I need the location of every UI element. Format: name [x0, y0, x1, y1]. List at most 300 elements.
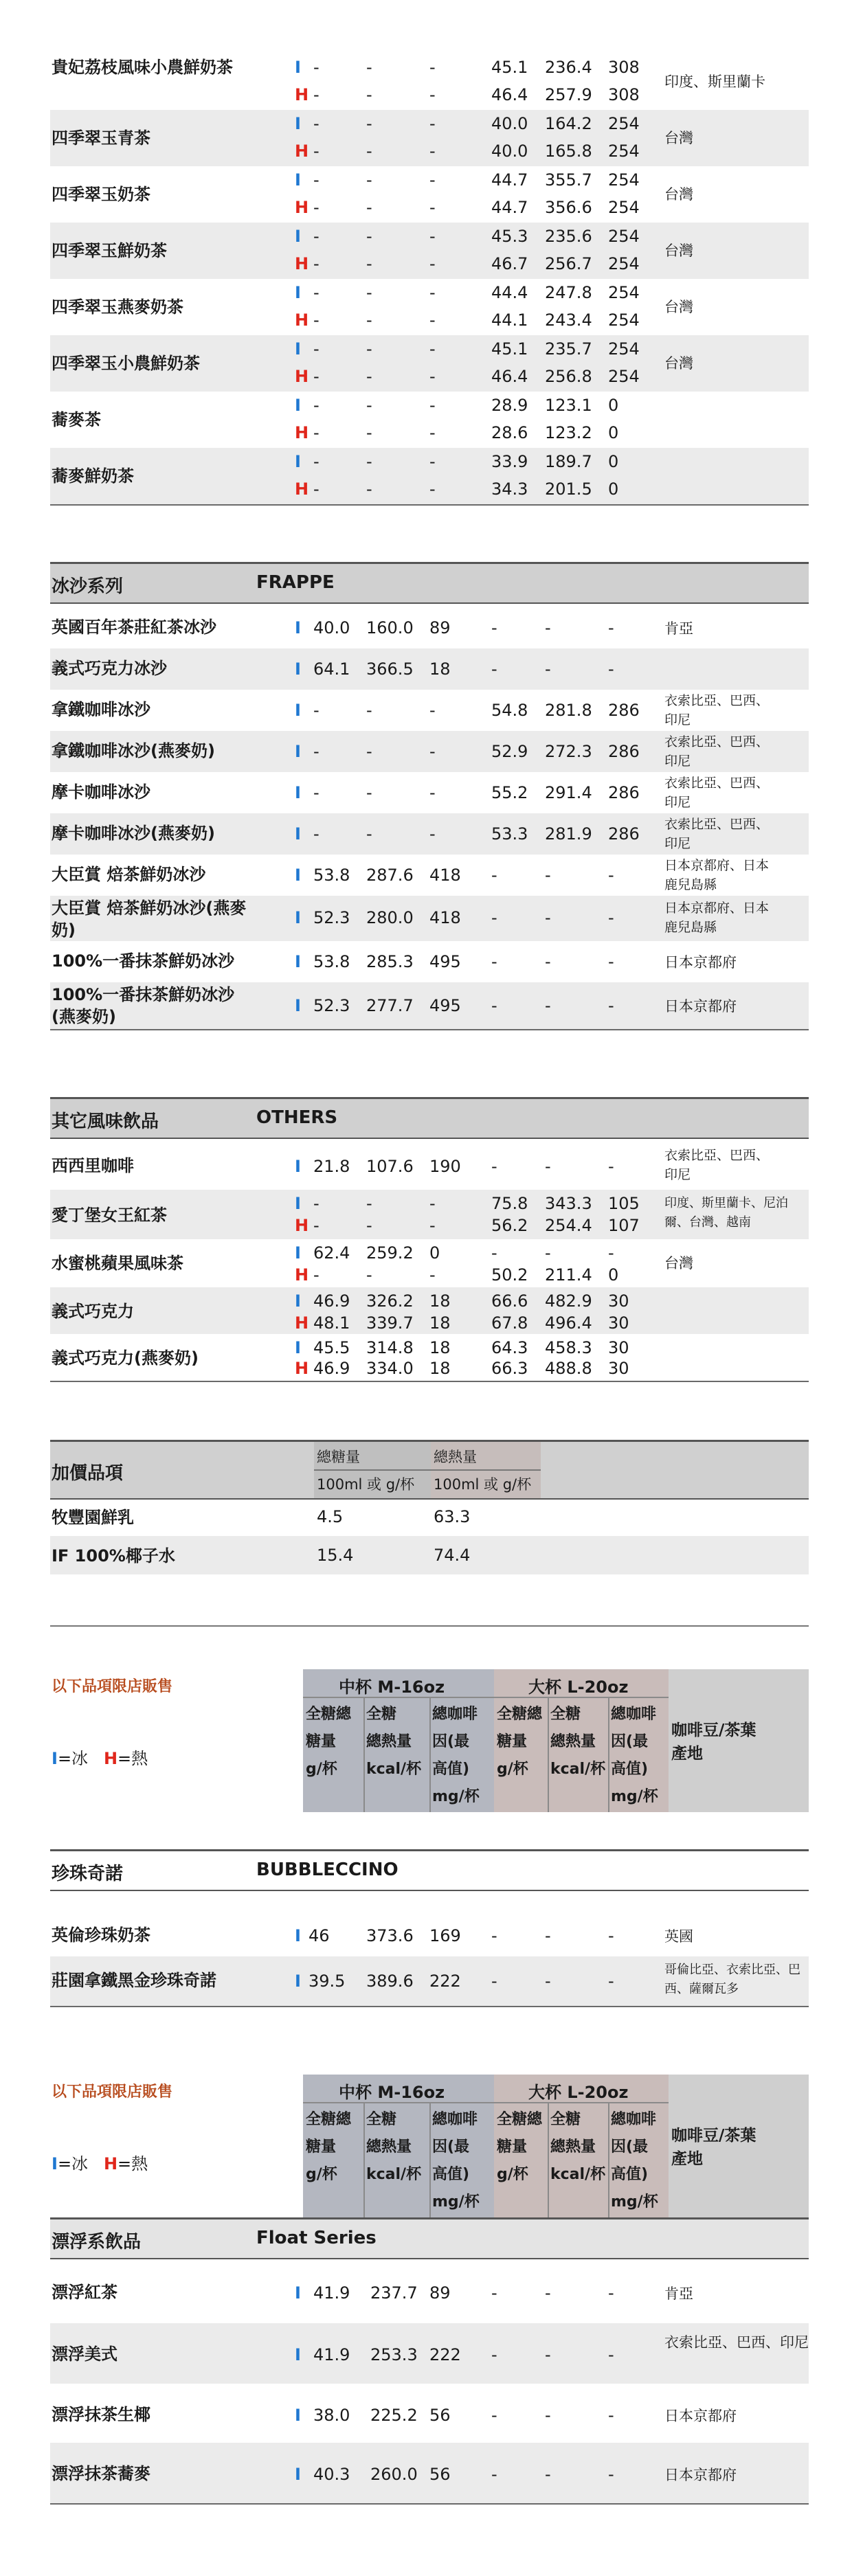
cell: 496.4 — [545, 1313, 592, 1333]
cell: 53.8 — [313, 866, 350, 885]
cell: 164.2 — [545, 114, 592, 133]
cell: - — [366, 783, 372, 802]
section-title-zh: 冰沙系列 — [52, 576, 124, 597]
cell: - — [429, 783, 436, 802]
col-line: 高值) — [611, 1761, 649, 1778]
cell: - — [491, 2283, 497, 2303]
col-line: 咖啡豆/茶葉 — [671, 2127, 756, 2145]
medium-cup-title: 中杯 M-16oz — [339, 2083, 445, 2102]
cell: - — [545, 2345, 551, 2364]
hot-marker: H — [295, 198, 309, 217]
cell: - — [366, 170, 372, 190]
hot-marker: H — [295, 423, 309, 442]
cell: 280.0 — [366, 908, 414, 927]
section-header-float — [50, 2217, 809, 2259]
cell: - — [545, 996, 551, 1015]
iced-marker: I — [295, 2406, 301, 2425]
iced-marker: I — [295, 659, 301, 679]
cell: - — [313, 254, 320, 273]
col-line: 糖量 — [306, 2138, 337, 2156]
origin: 衣索比亞、巴西、印尼 — [664, 1148, 770, 1182]
cell: 18 — [429, 1359, 451, 1378]
cell: 0 — [608, 423, 619, 442]
cell: 123.2 — [545, 423, 592, 442]
cell: 190 — [429, 1157, 461, 1176]
iced-marker: I — [295, 866, 301, 885]
tea-group — [50, 52, 809, 506]
legend-iced-text: =冰 — [57, 1749, 89, 1768]
cell: - — [366, 742, 372, 761]
origin: 日本京都府、日本鹿兒島縣 — [664, 901, 770, 935]
table-row — [50, 335, 809, 392]
cell: - — [429, 1216, 436, 1235]
iced-marker: I — [295, 1926, 301, 1945]
cell: 211.4 — [545, 1265, 592, 1285]
hot-marker: H — [295, 367, 309, 386]
cell: 237.7 — [370, 2283, 418, 2303]
col-line: 糖量 — [497, 2138, 528, 2156]
iced-marker: I — [295, 1157, 301, 1176]
col-line: g/杯 — [497, 2166, 528, 2183]
cell: 286 — [608, 701, 640, 720]
cell: 285.3 — [366, 952, 414, 971]
cell: - — [366, 283, 372, 302]
product-name: 英倫珍珠奶茶 — [52, 1925, 150, 1945]
cell: 63.3 — [434, 1507, 471, 1526]
sugar-column — [497, 2106, 542, 2189]
cell: - — [366, 114, 372, 133]
cell: 254 — [608, 170, 640, 190]
cell: - — [429, 339, 436, 359]
cell: 495 — [429, 996, 461, 1015]
cell: - — [366, 1194, 372, 1213]
cell: 254 — [608, 283, 640, 302]
cell: - — [313, 367, 320, 386]
float-group — [50, 2260, 809, 2505]
product-name: 拿鐵咖啡冰沙 — [52, 700, 150, 719]
section-header-others — [50, 1097, 809, 1139]
cell: 30 — [608, 1313, 629, 1333]
cell: 373.6 — [366, 1926, 414, 1945]
col-line: 高值) — [432, 1761, 470, 1778]
calorie-column — [366, 1701, 421, 1783]
table-row — [50, 279, 809, 335]
cell: - — [429, 85, 436, 104]
cell: 107.6 — [366, 1157, 414, 1176]
cell: - — [313, 423, 320, 442]
col-line: kcal/杯 — [550, 2166, 606, 2183]
cell: 247.8 — [545, 283, 592, 302]
origin-column-header — [671, 1719, 756, 1765]
legend-hot-marker: H — [103, 1749, 118, 1768]
col-line: 因(最 — [432, 2138, 470, 2156]
origin: 台灣 — [664, 186, 693, 203]
cell: 45.1 — [491, 339, 528, 359]
cell: - — [429, 479, 436, 499]
cell: 18 — [429, 659, 451, 679]
product-name: 摩卡咖啡冰沙 — [52, 782, 150, 802]
cell: 15.4 — [317, 1546, 354, 1565]
product-name: 水蜜桃蘋果風味茶 — [52, 1254, 183, 1273]
cell: - — [491, 1971, 497, 1991]
cell: 53.3 — [491, 824, 528, 844]
cell: - — [429, 227, 436, 246]
cell: 286 — [608, 824, 640, 844]
product-name: 拿鐵咖啡冰沙(燕麥奶) — [52, 741, 215, 760]
product-name: 義式巧克力冰沙 — [52, 659, 167, 678]
cell: - — [491, 2406, 497, 2425]
cell: - — [366, 198, 372, 217]
cell: - — [608, 659, 614, 679]
cell: - — [491, 1243, 497, 1263]
cell: 308 — [608, 58, 640, 77]
cell: 46.4 — [491, 367, 528, 386]
iced-marker: I — [295, 283, 301, 302]
table-row — [50, 1287, 809, 1334]
cell: - — [545, 1157, 551, 1176]
origin: 日本京都府 — [664, 2467, 737, 2483]
origin: 日本京都府 — [664, 954, 737, 971]
cell: - — [491, 659, 497, 679]
origin: 衣索比亞、巴西、印尼 — [664, 734, 770, 769]
cell: 46.4 — [491, 85, 528, 104]
col-line: mg/杯 — [432, 1788, 480, 1805]
cell: 334.0 — [366, 1359, 414, 1378]
iced-marker: I — [295, 742, 301, 761]
cell: - — [313, 824, 320, 844]
col-line: kcal/杯 — [366, 2166, 422, 2183]
cell: - — [491, 996, 497, 1015]
cell: - — [366, 310, 372, 330]
cell: - — [608, 996, 614, 1015]
hot-marker: H — [295, 254, 309, 273]
table-row — [50, 1498, 809, 1536]
cell: 39.5 — [309, 1971, 346, 1991]
legend — [52, 1745, 148, 1769]
cell: 235.6 — [545, 227, 592, 246]
cell: - — [608, 2345, 614, 2364]
origin: 台灣 — [664, 242, 693, 259]
cell: - — [429, 114, 436, 133]
cell: 107 — [608, 1216, 640, 1235]
cell: 326.2 — [366, 1291, 414, 1311]
product-name: 莊園拿鐵黑金珍珠奇諾 — [52, 1971, 216, 1990]
legend-hot-marker: H — [103, 2154, 118, 2173]
col-line: 糖量 — [306, 1733, 337, 1750]
cell: 44.4 — [491, 283, 528, 302]
product-name: 四季翠玉鮮奶茶 — [52, 241, 167, 260]
origin: 印度、斯里蘭卡 — [664, 74, 765, 90]
iced-marker: I — [295, 58, 301, 77]
caffeine-column — [432, 1701, 480, 1811]
cell: 44.1 — [491, 310, 528, 330]
col-line: 總熱量 — [366, 1733, 412, 1750]
col-line: 總咖啡 — [432, 2111, 478, 2128]
col-line: 因(最 — [611, 1733, 649, 1750]
cell: - — [366, 85, 372, 104]
cell: - — [313, 310, 320, 330]
hot-marker: H — [295, 85, 309, 104]
iced-marker: I — [295, 1971, 301, 1991]
cell: 44.7 — [491, 198, 528, 217]
caffeine-column — [432, 2106, 480, 2216]
legend-hot-text: =熱 — [117, 1749, 148, 1768]
product-name: 愛丁堡女王紅茶 — [52, 1206, 167, 1225]
product-name: 蕎麥茶 — [52, 410, 101, 429]
product-name: 四季翠玉青茶 — [52, 128, 150, 148]
product-name: 摩卡咖啡冰沙(燕麥奶) — [52, 824, 215, 843]
legend — [52, 2150, 148, 2174]
cell: - — [313, 170, 320, 190]
legend-iced-marker: I — [52, 1749, 58, 1768]
cell: 56.2 — [491, 1216, 528, 1235]
cell: - — [366, 452, 372, 471]
col-line: 全糖 — [550, 1706, 581, 1723]
cell: 46.9 — [313, 1291, 350, 1311]
cell: - — [429, 310, 436, 330]
cell: 160.0 — [366, 618, 414, 637]
cell: 488.8 — [545, 1359, 592, 1378]
cell: 46 — [309, 1926, 330, 1945]
column-unit: 100ml 或 g/杯 — [434, 1476, 532, 1493]
cell: 236.4 — [545, 58, 592, 77]
addon-group — [50, 1498, 809, 1574]
cell: - — [545, 1926, 551, 1945]
store-only-label: 以下品項限店販售 — [52, 2083, 173, 2101]
sugar-column — [497, 1701, 542, 1783]
cell: 254 — [608, 198, 640, 217]
cell: 38.0 — [313, 2406, 350, 2425]
product-name: 英國百年茶莊紅茶冰沙 — [52, 618, 216, 637]
table-row — [50, 1917, 809, 1956]
table-row — [50, 1536, 809, 1574]
col-line: 產地 — [671, 1745, 703, 1763]
cell: - — [491, 1926, 497, 1945]
product-name: 100%一番抹茶鮮奶冰沙 — [52, 951, 235, 971]
col-line: 總咖啡 — [432, 1706, 478, 1723]
table-row — [50, 2443, 809, 2505]
cell: 52.3 — [313, 996, 350, 1015]
cell: - — [366, 254, 372, 273]
iced-marker: I — [295, 2345, 301, 2364]
calorie-column — [550, 2106, 605, 2189]
cell: 30 — [608, 1338, 629, 1357]
cell: 254 — [608, 114, 640, 133]
iced-marker: I — [295, 2465, 301, 2484]
cell: - — [429, 1265, 436, 1285]
product-name: 蕎麥鮮奶茶 — [52, 466, 134, 486]
cell: - — [366, 824, 372, 844]
bubbleccino-group — [50, 1917, 809, 2007]
col-line: mg/杯 — [611, 1788, 658, 1805]
col-line: 全糖總 — [497, 2111, 543, 2128]
cell: - — [429, 452, 436, 471]
cell: - — [366, 227, 372, 246]
product-name: IF 100%椰子水 — [52, 1546, 175, 1566]
cell: - — [608, 866, 614, 885]
cell: 89 — [429, 2283, 451, 2303]
cell: - — [366, 142, 372, 161]
cell: - — [429, 142, 436, 161]
legend-iced-marker: I — [52, 2154, 58, 2173]
cell: 277.7 — [366, 996, 414, 1015]
cell: - — [313, 227, 320, 246]
cell: 66.6 — [491, 1291, 528, 1311]
col-line: 產地 — [671, 2150, 703, 2168]
cell: 45.3 — [491, 227, 528, 246]
cell: 418 — [429, 908, 461, 927]
cell: 235.7 — [545, 339, 592, 359]
calorie-column — [550, 1701, 605, 1783]
origin: 印度、斯里蘭卡、尼泊爾、台灣、越南 — [664, 1196, 788, 1230]
iced-marker: I — [295, 170, 301, 190]
cell: 54.8 — [491, 701, 528, 720]
table-row — [50, 690, 809, 731]
cell: 355.7 — [545, 170, 592, 190]
cell: - — [491, 952, 497, 971]
origin: 衣索比亞、巴西、印尼 — [664, 776, 770, 810]
cell: 254 — [608, 310, 640, 330]
table-row — [50, 648, 809, 690]
cell: - — [545, 1971, 551, 1991]
cell: 495 — [429, 952, 461, 971]
cell: 123.1 — [545, 396, 592, 415]
cell: - — [313, 452, 320, 471]
cell: 33.9 — [491, 452, 528, 471]
cell: - — [608, 2465, 614, 2484]
cell: 50.2 — [491, 1265, 528, 1285]
cell: - — [491, 866, 497, 885]
others-group — [50, 1142, 809, 1382]
cell: - — [491, 908, 497, 927]
cell: - — [313, 339, 320, 359]
table-row — [50, 1956, 809, 2007]
col-line: 因(最 — [432, 1733, 470, 1750]
col-line: 因(最 — [611, 2138, 649, 2156]
origin: 台灣 — [664, 355, 693, 372]
cell: - — [429, 198, 436, 217]
cell: 256.7 — [545, 254, 592, 273]
product-name: 大臣賞 焙茶鮮奶冰沙(燕麥奶) — [52, 899, 247, 940]
cell: 56 — [429, 2406, 451, 2425]
table-row — [50, 607, 809, 648]
cell: 458.3 — [545, 1338, 592, 1357]
cell: 257.9 — [545, 85, 592, 104]
cell: - — [429, 396, 436, 415]
iced-marker: I — [295, 1243, 301, 1263]
cell: - — [491, 1157, 497, 1176]
section-header-frappe — [50, 562, 809, 604]
section-title-zh: 珍珠奇諾 — [52, 1864, 124, 1884]
cell: - — [491, 618, 497, 637]
cell: 30 — [608, 1359, 629, 1378]
cell: 30 — [608, 1291, 629, 1311]
cell: 0 — [429, 1243, 440, 1263]
cell: - — [313, 396, 320, 415]
origin: 日本京都府、日本鹿兒島縣 — [664, 858, 770, 892]
col-line: mg/杯 — [611, 2193, 658, 2211]
origin: 台灣 — [664, 130, 693, 146]
cell: - — [313, 1216, 320, 1235]
cell: 0 — [608, 452, 619, 471]
cell: 0 — [608, 1265, 619, 1285]
cell: - — [313, 114, 320, 133]
divider — [50, 1625, 809, 1627]
origin: 肯亞 — [664, 620, 693, 637]
product-name: 漂浮美式 — [52, 2345, 117, 2364]
table-row — [50, 392, 809, 448]
product-name: 貴妃荔枝風味小農鮮奶茶 — [52, 58, 233, 77]
legend-iced-text: =冰 — [57, 2154, 89, 2173]
cell: 169 — [429, 1926, 461, 1945]
iced-marker: I — [295, 227, 301, 246]
cell: 18 — [429, 1338, 451, 1357]
cell: 40.3 — [313, 2465, 350, 2484]
column-label: 總熱量 — [434, 1449, 477, 1465]
cell: - — [608, 2406, 614, 2425]
cup-size-header — [50, 1669, 809, 1812]
cell: 67.8 — [491, 1313, 528, 1333]
iced-marker: I — [295, 1338, 301, 1357]
cell: 46.9 — [313, 1359, 350, 1378]
section-title-en: OTHERS — [256, 1107, 338, 1128]
cell: 40.0 — [491, 114, 528, 133]
cell: 222 — [429, 2345, 461, 2364]
cell: 28.6 — [491, 423, 528, 442]
origin: 衣索比亞、巴西、印尼 — [664, 693, 770, 727]
cell: 75.8 — [491, 1194, 528, 1213]
cell: 45.5 — [313, 1338, 350, 1357]
cell: - — [608, 952, 614, 971]
cell: 260.0 — [370, 2465, 418, 2484]
cell: - — [429, 701, 436, 720]
cell: - — [313, 142, 320, 161]
cell: 41.9 — [313, 2345, 350, 2364]
product-name: 西西里咖啡 — [52, 1156, 134, 1175]
cell: 482.9 — [545, 1291, 592, 1311]
cell: 389.6 — [366, 1971, 414, 1991]
cell: 165.8 — [545, 142, 592, 161]
col-line: mg/杯 — [432, 2193, 480, 2211]
cell: 222 — [429, 1971, 461, 1991]
iced-marker: I — [295, 824, 301, 844]
col-line: 咖啡豆/茶葉 — [671, 1721, 756, 1739]
table-row — [50, 2323, 809, 2384]
col-line: 總咖啡 — [611, 1706, 657, 1723]
col-line: 全糖 — [366, 1706, 397, 1723]
cell: - — [545, 618, 551, 637]
legend-hot-text: =熱 — [117, 2154, 148, 2173]
iced-marker: I — [295, 701, 301, 720]
table-row — [50, 941, 809, 982]
cell: 44.7 — [491, 170, 528, 190]
large-cup-title: 大杯 L-20oz — [528, 1677, 629, 1697]
col-line: 總熱量 — [366, 2138, 412, 2156]
cell: 40.0 — [313, 618, 350, 637]
table-row — [50, 448, 809, 506]
col-line: 高值) — [611, 2166, 649, 2183]
origin: 哥倫比亞、衣索比亞、巴西、薩爾瓦多 — [664, 1963, 800, 1996]
cell: 66.3 — [491, 1359, 528, 1378]
product-name: 漂浮抹茶生椰 — [52, 2405, 150, 2424]
hot-marker: H — [295, 142, 309, 161]
cell: - — [313, 742, 320, 761]
cell: 89 — [429, 618, 451, 637]
iced-marker: I — [295, 396, 301, 415]
sugar-column — [306, 2106, 351, 2189]
medium-cup-title: 中杯 M-16oz — [339, 1677, 445, 1697]
cell: 52.9 — [491, 742, 528, 761]
